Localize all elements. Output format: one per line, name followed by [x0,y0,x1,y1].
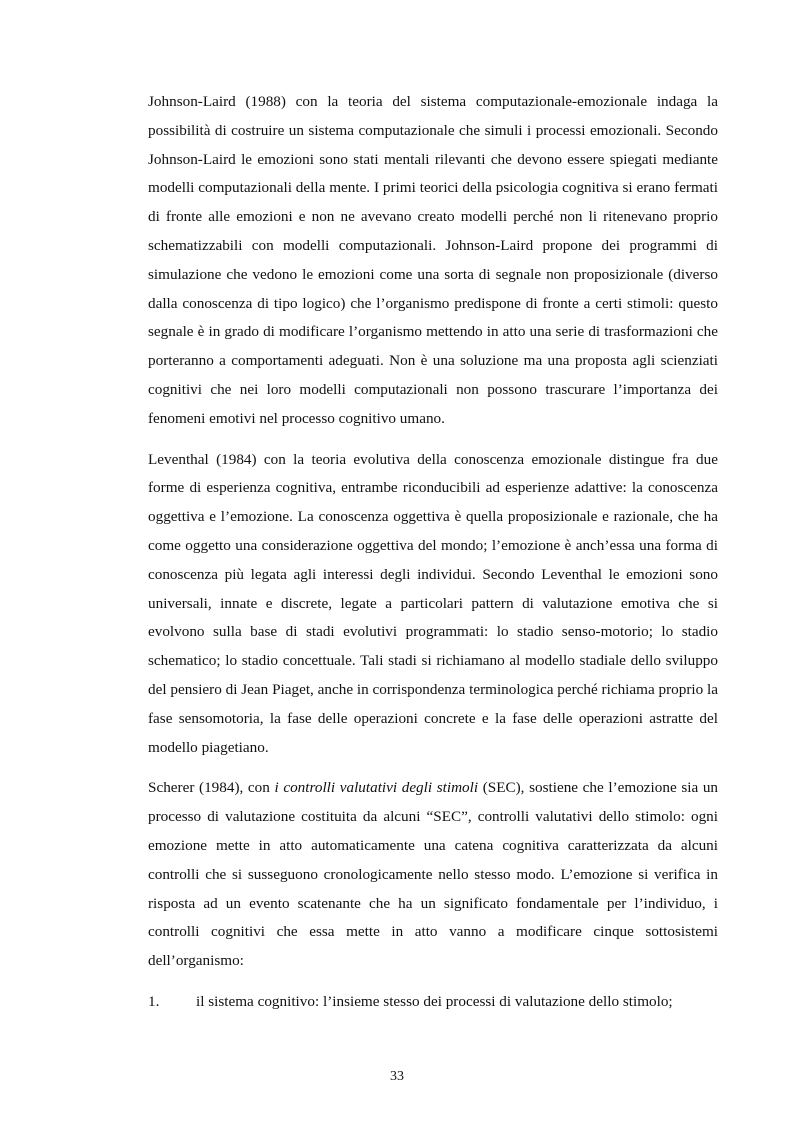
paragraph-johnson-laird: Johnson-Laird (1988) con la teoria del sistema computazionale-emozionale indaga la possibilità di costruire un sistema computazionale che simuli i processi emozionali. Secondo Johnson-Laird le emozioni sono stati mentali rilevanti che devono essere spiegati mediante modelli computazionali della mente. I primi teorici della psicologia cognitiva si erano fermati di fronte alle emozioni e non ne avevano creato modelli perché non li ritenevano proprio schematizzabili con modelli computazionali. Johnson-Laird propone dei programmi di simulazione che vedono le emozioni come una sorta di segnale non proposizionale (diverso dalla conoscenza di tipo logico) che l’organismo predispone di fronte a certi stimoli: questo segnale è in grado di modificare l’organismo mettendo in atto una serie di trasformazioni che porteranno a comportamenti adeguati. Non è una soluzione ma una proposta agli scienziati cognitivi che nei loro modelli computazionali non possono trascurare l’importanza dei fenomeni emotivi nel processo cognitivo umano. [148,93,718,427]
text-body [148,88,718,1017]
paragraph-scherer [148,774,718,976]
paragraph-leventhal: Leventhal (1984) con la teoria evolutiva della conoscenza emozionale distingue fra due forme di esperienza cognitiva, entrambe riconducibili ad esperienze adattive: la conoscenza oggettiva e l’emozione. La conoscenza oggettiva è quella proposizionale e razionale, che ha come oggetto una considerazione oggettiva del mondo; l’emozione è anch’essa una forma di conoscenza più legata agli interessi degli individui. Secondo Leventhal le emozioni sono universali, innate e discrete, legate a particolari pattern di valutazione emotiva che si evolvono sulla base di stadi evolutivi programmati: lo stadio senso-motorio; lo stadio schematico; lo stadio concettuale. Tali stadi si richiamano al modello stadiale dello sviluppo del pensiero di Jean Piaget, anche in corrispondenza terminologica perché richiama proprio la fase sensomotoria, la fase delle operazioni concrete e la fase delle operazioni astratte del modello piagetiano. [148,450,718,756]
scherer-text-before: Scherer (1984), con [148,779,275,797]
list-item-number: 1. [148,992,160,1010]
scherer-text-after: (SEC), sostiene che l’emozione sia un processo di valutazione costituita da alcuni “SEC”, controlli valutativi dello stimolo: ogni emozione mette in atto automaticamente una catena cognitiva caratterizzata da alcuni controlli che si susseguono cronologicamente nello stesso modo. L’emozione si verifica in risposta ad un evento scatenante che ha un significato fondamentale per l’individuo, i controlli cognitivi che essa mette in atto vanno a modificare cinque sottosistemi dell’organismo: [148,779,719,970]
list-item [148,988,718,1017]
scherer-italic-term: i controlli valutativi degli stimoli [274,779,479,797]
list-item-text: il sistema cognitivo: l’insieme stesso dei processi di valutazione dello stimolo; [196,992,673,1010]
page-number: 33 [390,1069,404,1084]
